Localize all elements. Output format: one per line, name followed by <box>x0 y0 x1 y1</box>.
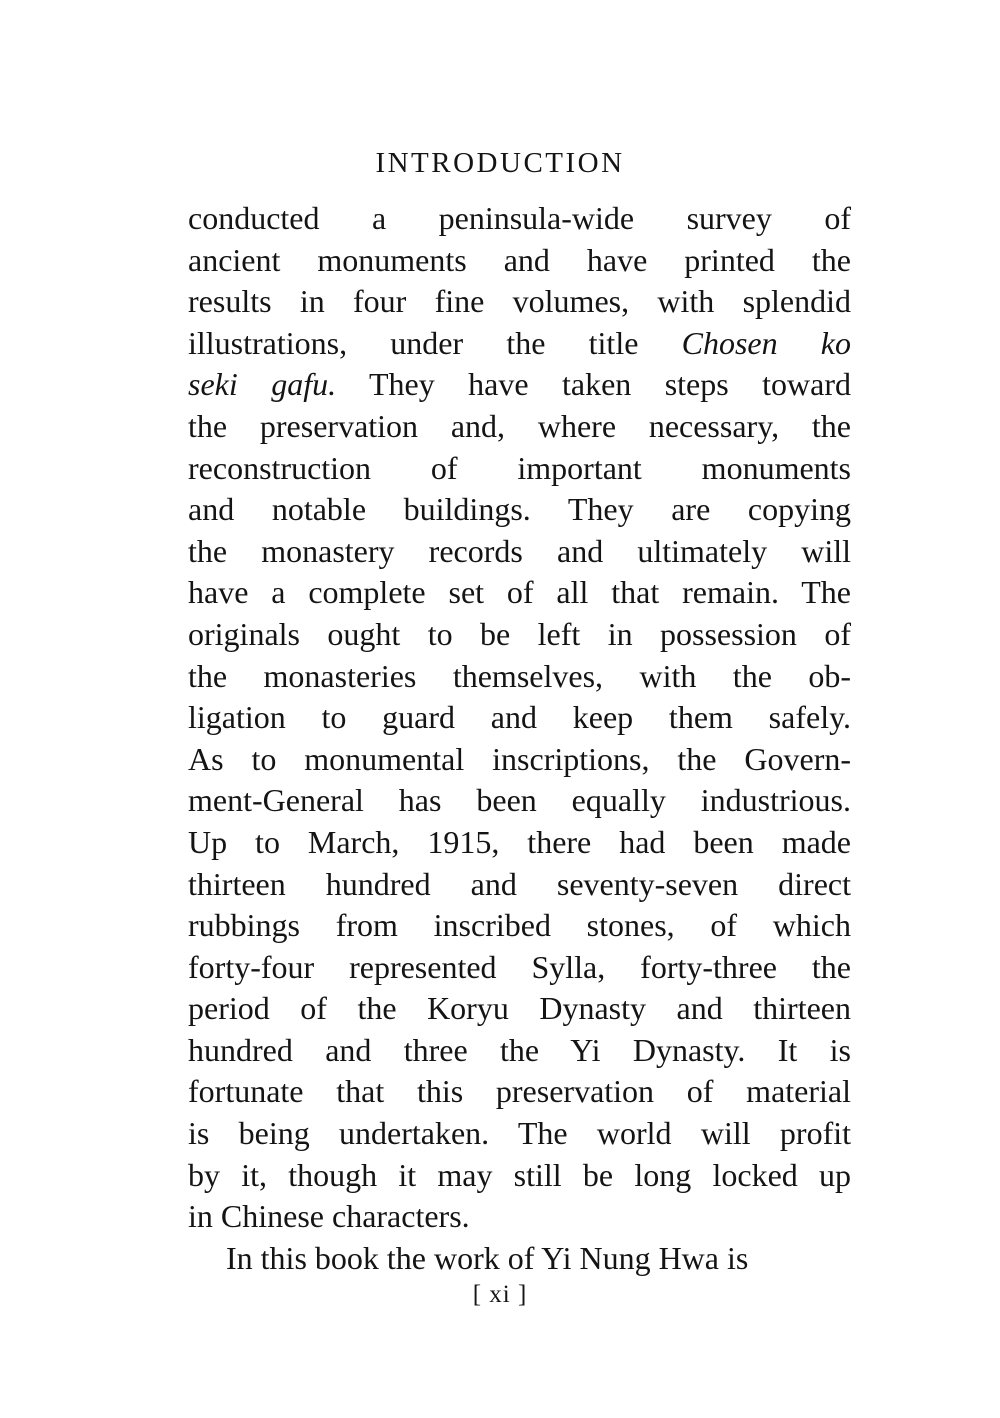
text-line: have a complete set of all that remain. The <box>188 574 851 611</box>
text-line: by it, though it may still be long locked up <box>188 1156 851 1193</box>
running-head: INTRODUCTION <box>375 147 625 179</box>
text-line: thirteen hundred and seventy-seven direct <box>188 865 851 902</box>
text-line: the monastery records and ultimately will <box>188 532 851 569</box>
text-line: originals ought to be left in possession of <box>188 615 851 652</box>
text-line: seki gafu. They have taken steps toward <box>188 366 851 403</box>
text-line: results in four fine volumes, with splendid <box>188 283 851 320</box>
text-line: forty-four represented Sylla, forty-three the <box>188 948 851 985</box>
text-line: In this book the work of Yi Nung Hwa is <box>226 1239 749 1276</box>
text-line: ancient monuments and have printed the <box>188 241 851 278</box>
text-line: ligation to guard and keep them safely. <box>188 699 851 736</box>
italic-title: seki gafu. <box>188 366 337 403</box>
text-line: illustrations, under the title Chosen ko <box>188 324 852 361</box>
page-number: [ xi ] <box>472 1281 528 1308</box>
text-line: rubbings from inscribed stones, of which <box>188 907 851 944</box>
text-line: As to monumental inscriptions, the Govern- <box>188 740 851 777</box>
text-line: ment-General has been equally industrious. <box>188 782 851 819</box>
italic-title: Chosen ko <box>681 324 852 361</box>
text-line: the monasteries themselves, with the ob- <box>188 657 851 694</box>
text-line: in Chinese characters. <box>188 1198 470 1235</box>
paragraph <box>188 1238 851 1280</box>
text-line: and notable buildings. They are copying <box>188 491 851 528</box>
text-line: Up to March, 1915, there had been made <box>188 823 851 860</box>
text-line: hundred and three the Yi Dynasty. It is <box>188 1031 851 1068</box>
text-line: is being undertaken. The world will profit <box>188 1115 851 1152</box>
text-line: the preservation and, where necessary, the <box>188 407 851 444</box>
text-line: fortunate that this preservation of material <box>188 1073 851 1110</box>
text-line: reconstruction of important monuments <box>188 449 851 486</box>
text-line: conducted a peninsula-wide survey of <box>188 200 851 236</box>
text-line: period of the Koryu Dynasty and thirteen <box>188 990 851 1027</box>
body-text <box>188 198 851 1279</box>
paragraph <box>188 198 851 1238</box>
